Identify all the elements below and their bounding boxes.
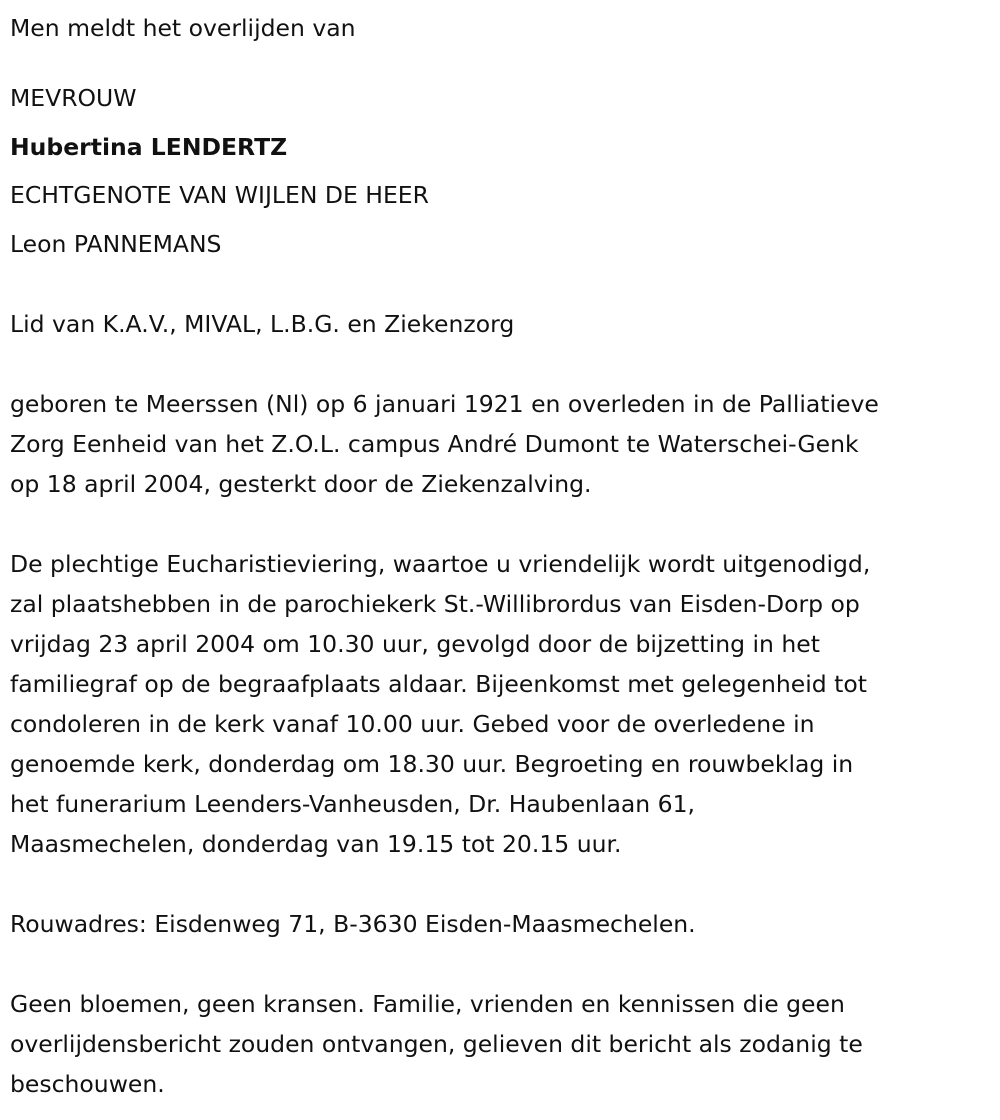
paragraph-line: geboren te Meerssen (Nl) op 6 januari 1921 en overleden in de Palliatieve: [10, 389, 879, 418]
paragraph-line: Zorg Eenheid van het Z.O.L. campus André Dumont te Waterschei-Genk: [10, 429, 859, 458]
paragraph-line: genoemde kerk, donderdag om 18.30 uur. Begroeting en rouwbeklag in: [10, 749, 854, 778]
membership-text: Lid van K.A.V., MIVAL, L.B.G. en Ziekenzorg: [10, 309, 515, 338]
closing-paragraph: [10, 984, 994, 1104]
paragraph-line: familiegraf op de begraafplaats aldaar. Bijeenkomst met gelegenheid tot: [10, 669, 867, 698]
paragraph-line: condoleren in de kerk vanaf 10.00 uur. Gebed voor de overledene in: [10, 709, 815, 738]
paragraph-line: beschouwen.: [10, 1069, 165, 1098]
obituary-document: [10, 8, 994, 1104]
spouse-name: Leon PANNEMANS: [10, 229, 222, 258]
intro-text: Men meldt het overlijden van: [10, 14, 356, 42]
paragraph-line: Maasmechelen, donderdag van 19.15 tot 20.15 uur.: [10, 829, 622, 858]
paragraph-line: overlijdensbericht zouden ontvangen, gelieven dit bericht als zodanig te: [10, 1029, 863, 1058]
deceased-name: Hubertina LENDERTZ: [10, 132, 288, 161]
birth-death-paragraph: [10, 384, 994, 504]
paragraph-line: De plechtige Eucharistieviering, waartoe u vriendelijk wordt uitgenodigd,: [10, 549, 871, 578]
paragraph-line: het funerarium Leenders-Vanheusden, Dr. Haubenlaan 61,: [10, 789, 696, 818]
paragraph-line: zal plaatshebben in de parochiekerk St.-Willibrordus van Eisden-Dorp op: [10, 589, 860, 618]
relation-text: ECHTGENOTE VAN WIJLEN DE HEER: [10, 181, 429, 209]
paragraph-line: op 18 april 2004, gesterkt door de Ziekenzalving.: [10, 469, 592, 498]
paragraph-line: Geen bloemen, geen kransen. Familie, vrienden en kennissen die geen: [10, 989, 845, 1018]
ceremony-paragraph: [10, 544, 994, 864]
paragraph-line: vrijdag 23 april 2004 om 10.30 uur, gevolgd door de bijzetting in het: [10, 629, 820, 658]
title-text: MEVROUW: [10, 84, 137, 112]
address-text: Rouwadres: Eisdenweg 71, B-3630 Eisden-Maasmechelen.: [10, 909, 696, 938]
